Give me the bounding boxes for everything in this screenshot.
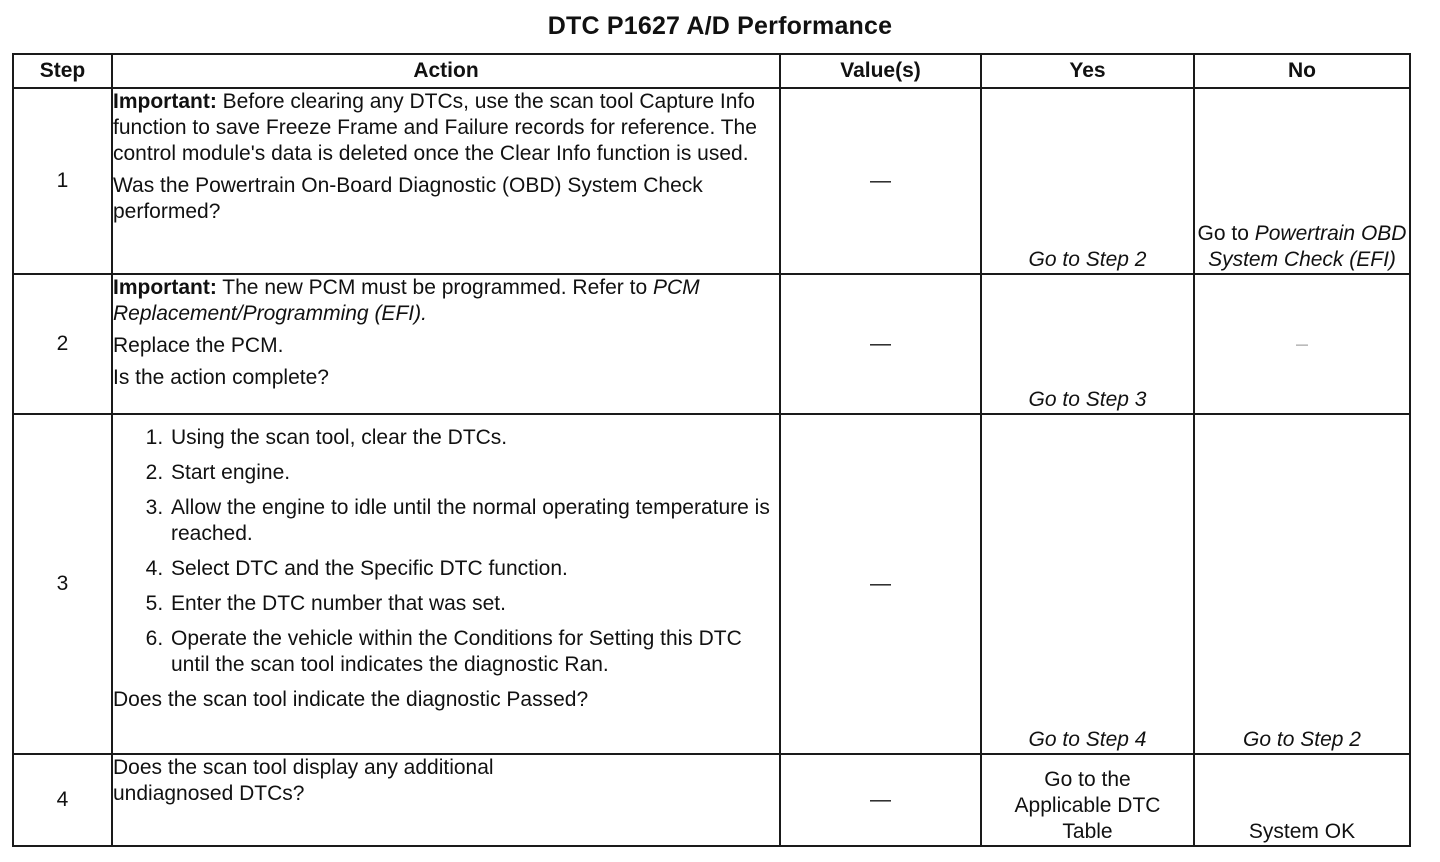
table-row — [13, 88, 1410, 274]
yes-cell: Go to the Applicable DTC Table — [981, 754, 1194, 846]
important-label: Important: — [113, 90, 217, 113]
step-question: Is the action complete? — [113, 366, 329, 389]
column-header-values: Value(s) — [780, 54, 981, 88]
table-header-row — [13, 54, 1410, 88]
important-note — [113, 275, 779, 327]
step-instruction: Replace the PCM. — [113, 334, 284, 357]
column-header-step: Step — [13, 54, 112, 88]
table-row — [13, 754, 1410, 846]
no-cell: System OK — [1194, 754, 1410, 846]
step-question: Does the scan tool display any additional undiagnosed DTCs? — [113, 756, 494, 805]
value-cell: — — [780, 754, 981, 846]
no-reference: Powertrain OBD System Check (EFI) — [1208, 222, 1407, 271]
column-header-yes: Yes — [981, 54, 1194, 88]
value-cell: — — [780, 274, 981, 414]
procedure-list — [113, 425, 779, 678]
list-item: 1. Using the scan tool, clear the DTCs. — [169, 425, 779, 451]
value-cell: — — [780, 414, 981, 754]
no-cell: Go to Step 2 — [1194, 414, 1410, 754]
action-cell — [112, 754, 780, 846]
list-item: 2. Start engine. — [169, 460, 779, 486]
list-item: 3. Allow the engine to idle until the normal operating temperature is reached. — [169, 495, 779, 547]
step-question: Does the scan tool indicate the diagnostic Passed? — [113, 688, 589, 711]
column-header-action: Action — [112, 54, 780, 88]
step-number: 4 — [13, 754, 112, 846]
no-cell — [1194, 88, 1410, 274]
yes-cell: Go to Step 2 — [981, 88, 1194, 274]
important-note — [113, 89, 779, 167]
step-number: 1 — [13, 88, 112, 274]
important-label: Important: — [113, 276, 217, 299]
list-item: 6. Operate the vehicle within the Conditions for Setting this DTC until the scan tool indicates the diagnostic Ran. — [169, 626, 779, 678]
important-text: Before clearing any DTCs, use the scan tool Capture Info function to save Freeze Frame and Failure records for reference. The control module's data is deleted once the Clear Info function is used. — [113, 90, 757, 165]
dtc-table — [12, 53, 1411, 847]
column-header-no: No — [1194, 54, 1410, 88]
action-cell — [112, 414, 780, 754]
step-number: 2 — [13, 274, 112, 414]
action-cell — [112, 88, 780, 274]
action-cell — [112, 274, 780, 414]
no-prefix: Go to — [1197, 222, 1255, 245]
value-cell: — — [780, 88, 981, 274]
table-row — [13, 274, 1410, 414]
step-number: 3 — [13, 414, 112, 754]
no-cell: — — [1194, 274, 1410, 414]
list-item: 5. Enter the DTC number that was set. — [169, 591, 779, 617]
yes-cell: Go to Step 3 — [981, 274, 1194, 414]
important-text: The new PCM must be programmed. Refer to — [222, 276, 648, 299]
table-row — [13, 414, 1410, 754]
list-item: 4. Select DTC and the Specific DTC function. — [169, 556, 779, 582]
yes-cell: Go to Step 4 — [981, 414, 1194, 754]
step-question: Was the Powertrain On-Board Diagnostic (OBD) System Check performed? — [113, 174, 703, 223]
page-title: DTC P1627 A/D Performance — [547, 12, 893, 40]
important-reference: PCM Replacement/Programming (EFI). — [113, 276, 700, 325]
